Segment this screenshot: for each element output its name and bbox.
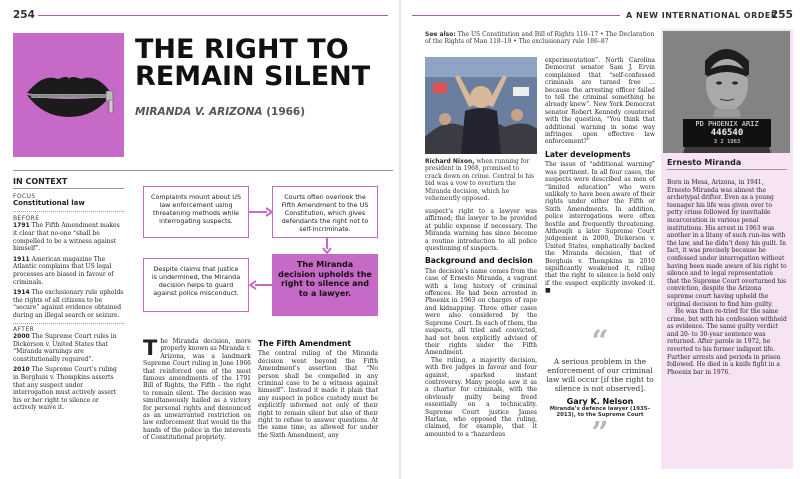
miranda-mugshot [663, 31, 790, 153]
body-column-3: suspect’s right to a lawyer was affirmed; the lawyer to be provided at public expense if necessary. The Miranda warning has since become a routine introduction to all police questioning of suspects. Background and decision The decision’s name comes from the case of Ernesto Miranda, a vagrant with a long history of criminal offences. He had been arrested in Phoenix in 1963 on charges of rape and kidnapping. Three other cases were also considered by the Supreme Court. In each of them, the suspects, all tried and convicted, had not been explicitly advised of their rights under the Fifth Amendment. The ruling, a majority decision, with five judges in favour and four against, sparked instant controversy. Many people saw it as a charter for criminals, with the obviously guilty being freed essentially on a technicality. Supreme Court justice James Harlan, who opposed the ruling, claimed, for example, that it amounted to a “hazardous [425, 208, 537, 438]
flowchart-box-despite-claims: Despite claims that justice is undermined, the Miranda decision helps to guard against police misconduct. [143, 258, 249, 312]
flowchart-box-complaints: Complaints mount about US law enforcement using threatening methods while interrogating suspects. [143, 186, 249, 238]
in-context-panel: IN CONTEXT FOCUS Constitutional law BEFORE 1791 The Fifth Amendment makes it clear that no-one “shall be compelled to be a witness against himself”. 1911 American magazine The Atlantic complains that US legal processes are biased in favour of criminals. 1914 The exclusionary rule upholds the rights of all citizens to be “secure” against evidence obtained during an illegal search or seizure. AFTER 2000 The Supreme Court rules in Dickerson v. United States that “Miranda warnings are constitutionally required”. 2010 The Supreme Court’s ruling in Berghuis v. Thompkins asserts that any suspect under interrogation must actively assert his or her right to silence or actively waive it. [13, 177, 124, 412]
sidebar-heading: Ernesto Miranda [667, 158, 787, 170]
section-rule [13, 170, 393, 171]
flow-arrow-down-icon [322, 238, 332, 254]
body-column-4: experimentation”. North Carolina Democrat senator Sam J. Ervin complained that “self-confessed criminals are turned free … because the arresting officer failed to tell the criminal something he already knew”. New York Democrat senator Robert Kennedy countered with the question, “You think that additional warning in some way infringes upon effective law enforcement?” Later developments The issue of “additional warning” was pertinent. In all four cases, the suspects were described as men of “limited education” who were unlikely to have been aware of their rights under either the Fifth or Sixth Amendments. In addition, police interrogations were often hostile and frequently threatening. Although a later Supreme Court judgement in 2000, Dickerson v. United States, emphatically backed the Miranda decision, that of Berghuis v. Thompkins in 2010 significantly weakened it, ruling that the right to silence is held only if the suspect explicitly invoked it. ■ [545, 57, 655, 295]
running-head: A NEW INTERNATIONAL ORDER [626, 11, 778, 20]
close-quote-icon: ” [591, 416, 609, 451]
see-also-note: See also: The US Constitution and Bill of Rights 110–17 • The Declaration of the Rights of Man 118–19 • The exclusionary rule 186–87 [425, 31, 655, 46]
context-entry: 1791 The Fifth Amendment makes it clear that no-one “shall be compelled to be a witness against himself”. [13, 222, 120, 253]
context-entry: 1911 American magazine The Atlantic complains that US legal processes are biased in favour of criminals. [13, 255, 114, 286]
nixon-photo [425, 57, 537, 154]
pull-quote: “ A serious problem in the enforcement of our criminal law will occur [if the right to silence is not observed]. Gary K. Nelson Miranda’s defence lawyer (1935–2013), to the Supreme Court ” [546, 324, 654, 451]
context-entry: 1914 The exclusionary rule upholds the rights of all citizens to be “secure” against evidence obtained during an illegal search or seizure. [13, 289, 124, 319]
header-rule-left [38, 15, 388, 16]
context-entry: 2000 The Supreme Court rules in Dickerson v. United States that “Miranda warnings are constitutionally required”. [13, 333, 117, 363]
open-quote-icon: “ [591, 324, 609, 359]
lips-zipper-illustration [13, 33, 124, 157]
header-rule-right [412, 15, 620, 16]
nixon-caption: Richard Nixon, when running for president in 1968, promised to crack down on crime. Central to his bid was a vow to overturn the Miranda decision, which he vehemently opposed. [425, 158, 535, 203]
article-subtitle: MIRANDA V. ARIZONA (1966) [135, 106, 306, 118]
body-column-1: The Miranda decision, more properly known as Miranda v. Arizona, was a landmark Supreme Court ruling in June 1966 that reinforced one of the most famous amendments of the 1791 Bill of Rights, the Fifth – the right to remain silent. The decision was simultaneously hailed as a victory for personal rights and denounced as an unwarranted restriction on law enforcement that would tie the hands of the police in the interests of Constitutional propriety. [143, 336, 251, 442]
flow-arrow-left-icon [249, 280, 273, 290]
article-title: THE RIGHT TO REMAIN SILENT [135, 34, 371, 92]
page-number-right: 255 [771, 9, 793, 21]
context-entry: 2010 The Supreme Court’s ruling in Berghuis v. Thompkins asserts that any suspect under interrogation must actively assert his or her right to silence or actively waive it. [13, 366, 117, 412]
flow-arrow-right-icon [249, 207, 273, 217]
sidebar-text: Born in Mesa, Arizona, in 1941, Ernesto Miranda was almost the archetypal drifter. Even as a young teenager his life was given over to petty crime followed by inevitable incarceration in various penal institutions. His arrest in 1963 was another in a litany of such run-ins with the law, and he didn’t deny his guilt. In fact, it was precisely because he confessed under interrogation without having been made aware of his right to silence and to legal representation that the Supreme Court overturned his conviction, despite the Arizona supreme court having upheld the original decision to find him guilty. He was then re-tried for the same crime, but with his confession withheld as evidence. The same guilty verdict and 20- to 30-year sentence was returned. After parole in 1972, he reverted to his former indigent life. Further arrests and periods in prison followed. He died in a knife fight in a Phoenix bar in 1976. [667, 179, 787, 376]
mugshot-placard: PD PHOENIX ARIZ 446540 3 2 1963 [683, 119, 771, 147]
flowchart-box-miranda-decision: The Miranda decision upholds the right to silence and to a lawyer. [272, 254, 378, 316]
page-number-left: 254 [13, 9, 35, 21]
page-spine [399, 0, 401, 479]
flowchart-box-courts: Courts often overlook the Fifth Amendment to the US Constitution, which gives defendants the right not to self-incriminate. [272, 186, 378, 238]
body-column-2: The Fifth Amendment The central ruling of the Miranda decision went beyond the Fifth Amendment’s assertion that “No person shall be compelled in any criminal case to be a witness against himself”. Instead it made it plain that any suspect in police custody must be explicitly informed not only of their right to remain silent but also of their right to refuse to answer questions. At the same time, as allowed for under the Sixth Amendment, any [258, 339, 378, 439]
